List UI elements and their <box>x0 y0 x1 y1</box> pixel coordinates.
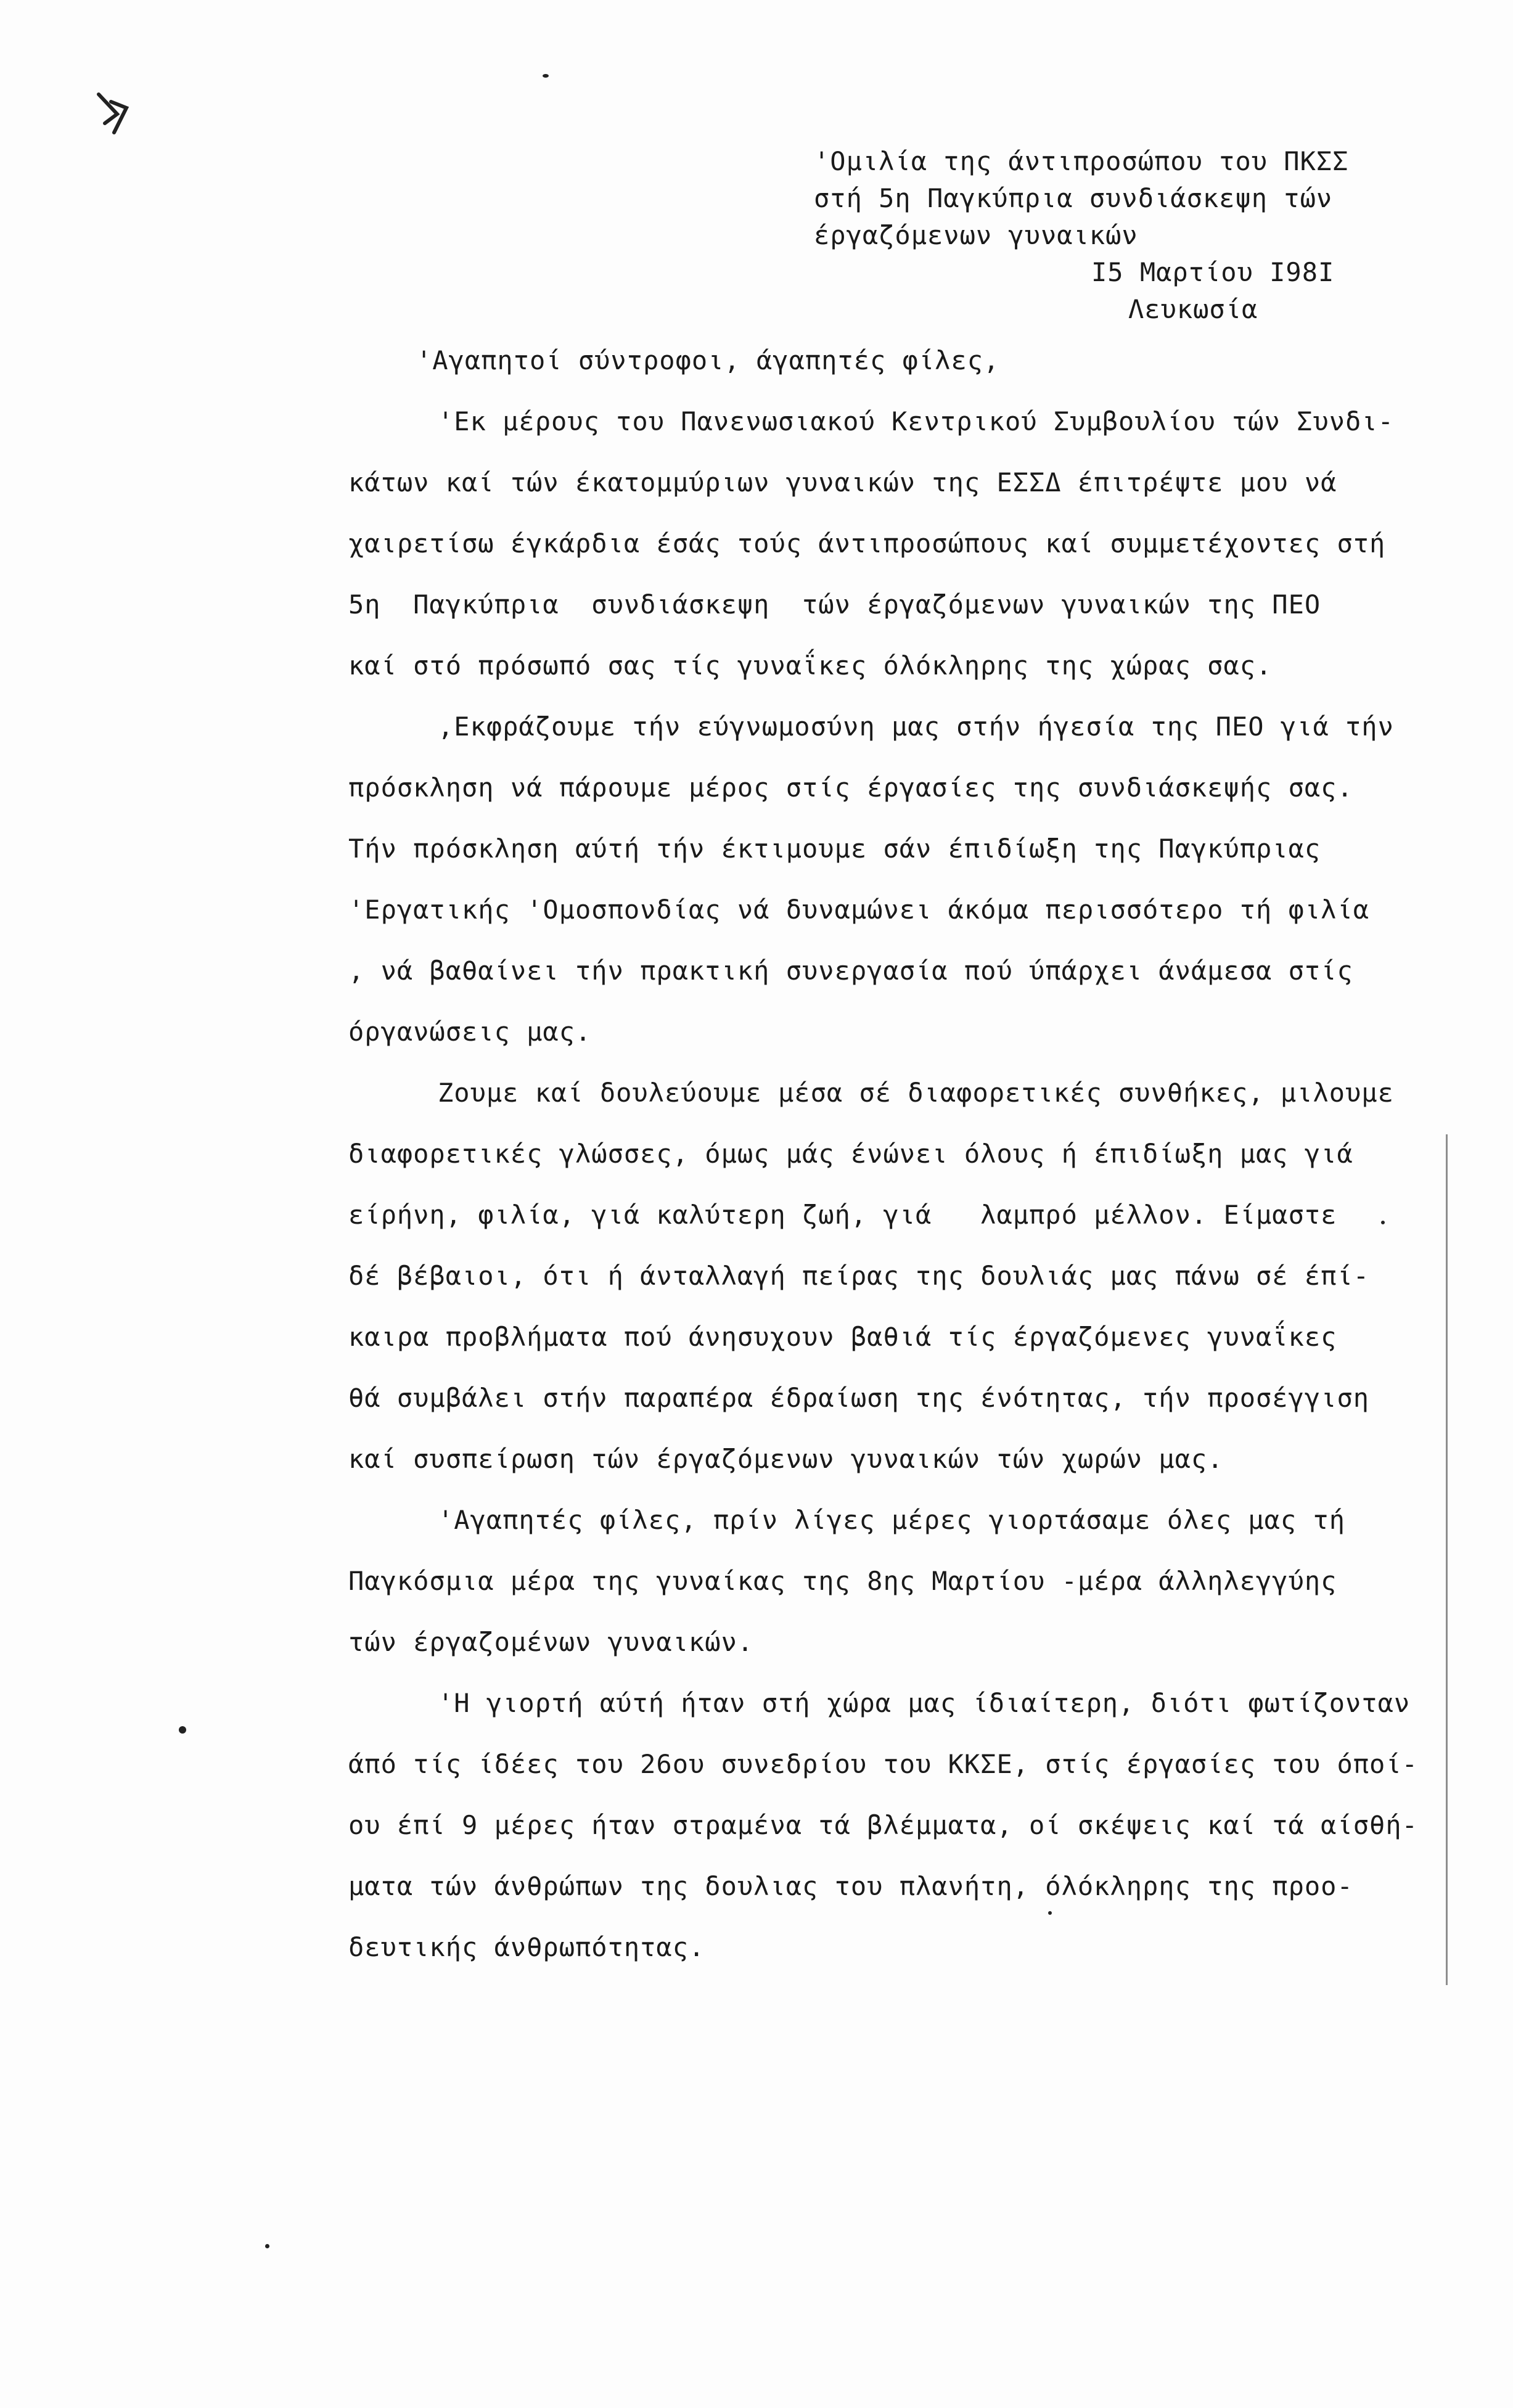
corner-ink-mark <box>92 89 136 139</box>
body-line: 'Η γιορτή αύτή ήταν στή χώρα μας ίδιαίτερη, διότι φωτίζονταν <box>438 1688 1411 1718</box>
ink-speck <box>1381 1221 1385 1224</box>
body-line: 5η Παγκύπρια συνδιάσκεψη τών έργαζόμενων γυναικών της ΠΕΟ <box>348 589 1321 620</box>
body-line: δευτικής άνθρωπότητας. <box>348 1932 705 1962</box>
heading-line-2: στή 5η Παγκύπρια συνδιάσκεψη τών <box>814 183 1333 213</box>
body-line: καί συσπείρωση τών έργαζόμενων γυναικών τών χωρών μας. <box>348 1444 1224 1474</box>
heading-line-1: 'Ομιλία της άντιπροσώπου του ΠΚΣΣ <box>814 146 1349 176</box>
body-line: χαιρετίσω έγκάρδια έσάς τούς άντιπροσώπους καί συμμετέχοντες στή <box>348 528 1386 559</box>
body-line: Τήν πρόσκληση αύτή τήν έκτιμουμε σάν έπιδίωξη της Παγκύπριας <box>348 833 1321 864</box>
body-line: θά συμβάλει στήν παραπέρα έδραίωση της ένότητας, τήν προσέγγιση <box>348 1383 1370 1413</box>
heading-date: Ι5 Μαρτίου Ι98Ι <box>1091 257 1335 287</box>
body-line: 'Εργατικής 'Ομοσπονδίας νά δυναμώνει άκόμα περισσότερο τή φιλία <box>348 895 1370 925</box>
body-line: καί στό πρόσωπό σας τίς γυναΐκες όλόκληρης της χώρας σας. <box>348 650 1273 681</box>
speech-body <box>348 330 1452 1978</box>
body-line: ματα τών άνθρώπων της δουλιας του πλανήτη, όλόκληρης της προο- <box>348 1871 1353 1901</box>
body-line: κάτων καί τών έκατομμύριων γυναικών της ΕΣΣΔ έπιτρέψτε μου νά <box>348 467 1337 498</box>
body-line: Παγκόσμια μέρα της γυναίκας της 8ης Μαρτίου -μέρα άλληλεγγύης <box>348 1566 1337 1596</box>
ink-speck <box>543 74 549 78</box>
body-line: καιρα προβλήματα πού άνησυχουν βαθιά τίς έργαζόμενες γυναΐκες <box>348 1322 1337 1352</box>
ink-speck <box>265 2244 269 2248</box>
body-line: ,Εκφράζουμε τήν εύγνωμοσύνη μας στήν ήγεσία της ΠΕΟ γιά τήν <box>438 711 1394 742</box>
body-line: πρόσκληση νά πάρουμε μέρος στίς έργασίες της συνδιάσκεψής σας. <box>348 772 1353 803</box>
ink-speck <box>1048 1911 1052 1915</box>
heading-line-3: έργαζόμενων γυναικών <box>814 220 1138 250</box>
right-margin-line <box>1446 1134 1448 1985</box>
body-line: δέ βέβαιοι, ότι ή άνταλλαγή πείρας της δουλιάς μας πάνω σέ έπί- <box>348 1261 1370 1291</box>
body-line: άπό τίς ίδέες του 26ου συνεδρίου του ΚΚΣΕ, στίς έργασίες του όποί- <box>348 1749 1418 1779</box>
body-line: διαφορετικές γλώσσες, όμως μάς ένώνει όλους ή έπιδίωξη μας γιά <box>348 1139 1353 1169</box>
body-line: Ζουμε καί δουλεύουμε μέσα σέ διαφορετικές συνθήκες, μιλουμε <box>438 1078 1394 1108</box>
body-line: , νά βαθαίνει τήν πρακτική συνεργασία πού ύπάρχει άνάμεσα στίς <box>348 956 1353 986</box>
ink-speck <box>179 1726 186 1734</box>
body-line: τών έργαζομένων γυναικών. <box>348 1627 754 1657</box>
body-line: ου έπί 9 μέρες ήταν στραμένα τά βλέμματα, οί σκέψεις καί τά αίσθή- <box>348 1810 1418 1840</box>
body-line: 'Εκ μέρους του Πανενωσιακού Κεντρικού Συμβουλίου τών Συνδι- <box>438 406 1394 436</box>
body-line: είρήνη, φιλία, γιά καλύτερη ζωή, γιά λαμπρό μέλλον. Είμαστε <box>348 1200 1337 1230</box>
salutation: 'Αγαπητοί σύντροφοι, άγαπητές φίλες, <box>416 345 1000 375</box>
body-line: όργανώσεις μας. <box>348 1017 592 1047</box>
heading-place: Λευκωσία <box>1128 294 1258 324</box>
body-line: 'Αγαπητές φίλες, πρίν λίγες μέρες γιορτάσαμε όλες μας τή <box>438 1505 1346 1535</box>
speech-heading <box>814 143 1430 328</box>
